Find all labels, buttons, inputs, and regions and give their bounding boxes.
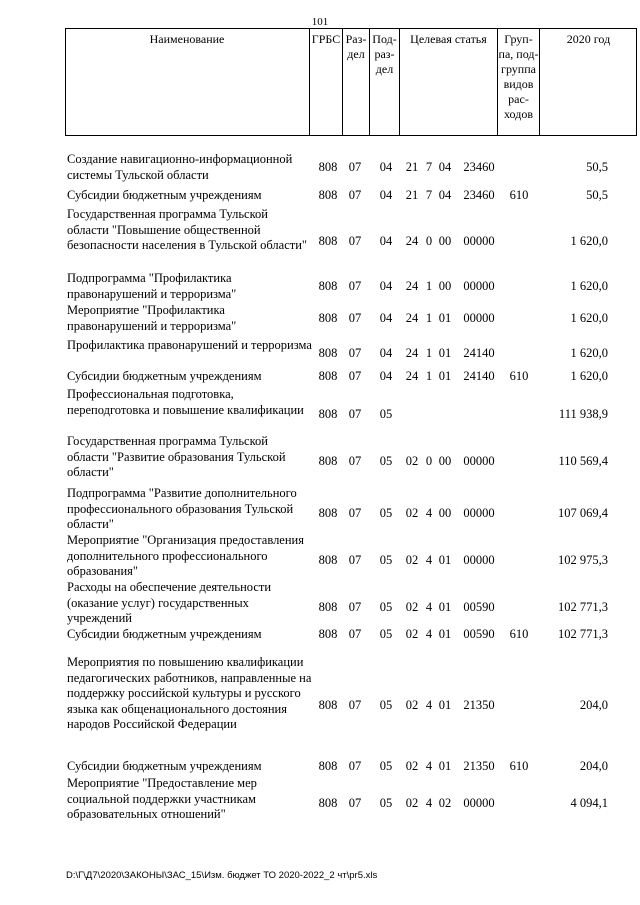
row-amount: 50,5 (586, 159, 608, 174)
row-name: Создание навигационно-информационной системы Тульской области (67, 152, 293, 182)
row-pr: 05 (379, 505, 393, 520)
row-p4: 00000 (463, 505, 495, 520)
row-rz: 07 (348, 759, 362, 773)
row-grbs: 808 (318, 795, 338, 810)
row-p2: 0 (425, 453, 433, 468)
row-rz: 07 (348, 505, 362, 520)
row-grbs: 808 (318, 188, 338, 202)
row-vr: 610 (509, 369, 529, 383)
row-name: Субсидии бюджетным учреждениям (67, 369, 262, 383)
row-p4: 24140 (463, 369, 495, 383)
row-name: Мероприятие "Профилактика правонарушений и терроризма" (67, 303, 237, 333)
row-p3: 01 (438, 345, 452, 360)
row-p1: 02 (405, 505, 419, 520)
row-p1: 24 (405, 278, 419, 293)
header-razdel: Раз-дел (343, 28, 370, 136)
row-p2: 1 (425, 278, 433, 293)
row-rz: 07 (348, 453, 362, 468)
row-grbs: 808 (318, 278, 338, 293)
row-amount: 111 938,9 (558, 406, 608, 421)
row-p3: 01 (438, 627, 452, 641)
row-pr: 05 (379, 406, 393, 421)
row-p4: 00000 (463, 453, 495, 468)
row-grbs: 808 (318, 345, 338, 360)
row-p2: 4 (425, 627, 433, 641)
row-p4: 24140 (463, 345, 495, 360)
row-p4: 21350 (463, 697, 495, 712)
row-pr: 05 (379, 552, 393, 567)
row-p3: 01 (438, 697, 452, 712)
row-pr: 04 (379, 345, 393, 360)
header-target: Целевая статья (400, 28, 498, 136)
row-p3: 02 (438, 795, 452, 810)
row-p3: 04 (438, 159, 452, 174)
row-grbs: 808 (318, 159, 338, 174)
row-p2: 7 (425, 159, 433, 174)
row-name: Мероприятие "Организация предоставления дополнительного профессионального образования" (67, 533, 304, 578)
row-amount: 102 771,3 (558, 627, 608, 641)
row-p1: 21 (405, 188, 419, 202)
row-pr: 04 (379, 188, 393, 202)
row-rz: 07 (348, 697, 362, 712)
row-name: Субсидии бюджетным учреждениям (67, 627, 262, 641)
row-name: Подпрограмма "Профилактика правонарушений и терроризма" (67, 271, 237, 301)
row-grbs: 808 (318, 552, 338, 567)
row-grbs: 808 (318, 697, 338, 712)
row-p2: 4 (425, 697, 433, 712)
row-pr: 04 (379, 310, 393, 325)
row-p3: 01 (438, 599, 452, 614)
row-vr: 610 (509, 627, 529, 641)
header-grbs: ГРБС (310, 28, 343, 136)
row-vr: 610 (509, 759, 529, 773)
row-pr: 04 (379, 278, 393, 293)
row-p3: 01 (438, 552, 452, 567)
row-grbs: 808 (318, 234, 338, 249)
row-p1: 02 (405, 552, 419, 567)
row-p2: 4 (425, 795, 433, 810)
row-grbs: 808 (318, 453, 338, 468)
row-amount: 102 771,3 (558, 599, 608, 614)
row-p4: 00000 (463, 552, 495, 567)
row-rz: 07 (348, 369, 362, 383)
row-pr: 05 (379, 795, 393, 810)
row-p4: 23460 (463, 188, 495, 202)
row-amount: 1 620,0 (570, 369, 608, 383)
header-podrazdel: Под-раз-дел (370, 28, 400, 136)
row-rz: 07 (348, 188, 362, 202)
row-grbs: 808 (318, 505, 338, 520)
row-grbs: 808 (318, 627, 338, 641)
row-p4: 00000 (463, 310, 495, 325)
row-grbs: 808 (318, 759, 338, 773)
row-p3: 01 (438, 369, 452, 383)
row-p1: 24 (405, 310, 419, 325)
row-p2: 4 (425, 552, 433, 567)
row-p4: 23460 (463, 159, 495, 174)
row-name: Подпрограмма "Развитие дополнительного профессионального образования Тульской области" (67, 486, 297, 531)
row-name: Мероприятие "Предоставление мер социальной поддержки участникам образовательных отношений" (67, 776, 257, 821)
row-amount: 1 620,0 (570, 345, 608, 360)
row-amount: 204,0 (579, 697, 608, 712)
header-year: 2020 год (566, 32, 611, 46)
row-amount: 204,0 (579, 759, 608, 773)
row-rz: 07 (348, 278, 362, 293)
header-name: Наименование (65, 28, 310, 136)
row-p2: 7 (425, 188, 433, 202)
row-pr: 04 (379, 369, 393, 383)
row-p1: 21 (405, 159, 419, 174)
row-grbs: 808 (318, 599, 338, 614)
row-amount: 1 620,0 (570, 234, 608, 249)
row-p3: 00 (438, 505, 452, 520)
row-name: Государственная программа Тульской области "Развитие образования Тульской области" (67, 434, 286, 479)
row-name: Государственная программа Тульской области "Повышение общественной безопасности населения в Тульской области" (67, 207, 308, 252)
row-grbs: 808 (318, 406, 338, 421)
row-amount: 110 569,4 (558, 453, 608, 468)
table-header (65, 28, 637, 136)
row-rz: 07 (348, 552, 362, 567)
row-p2: 4 (425, 759, 433, 773)
header-group: Груп-па, под-группа видов рас-ходов (498, 28, 540, 136)
row-name: Расходы на обеспечение деятельности (оказание услуг) государственных учреждений (67, 580, 272, 625)
file-path-footer: D:\Г\Д7\2020\ЗАКОНЫ\ЗАС_15\Изм. бюджет ТО 2020-2022_2 чт\рr5.xls (66, 870, 378, 881)
row-amount: 1 620,0 (570, 278, 608, 293)
row-p1: 02 (405, 759, 419, 773)
row-pr: 04 (379, 159, 393, 174)
row-name: Субсидии бюджетным учреждениям (67, 759, 262, 773)
row-pr: 05 (379, 697, 393, 712)
row-p1: 24 (405, 345, 419, 360)
row-amount: 102 975,3 (558, 552, 608, 567)
row-p3: 00 (438, 453, 452, 468)
row-p2: 4 (425, 599, 433, 614)
row-pr: 04 (379, 234, 393, 249)
row-p2: 0 (425, 234, 433, 249)
row-p3: 00 (438, 234, 452, 249)
row-p1: 24 (405, 234, 419, 249)
row-p4: 21350 (463, 759, 495, 773)
row-p4: 00000 (463, 795, 495, 810)
row-pr: 05 (379, 759, 393, 773)
row-rz: 07 (348, 345, 362, 360)
row-grbs: 808 (318, 310, 338, 325)
page-number: 101 (311, 16, 329, 28)
row-p4: 00590 (463, 627, 495, 641)
row-name: Субсидии бюджетным учреждениям (67, 188, 262, 202)
row-rz: 07 (348, 599, 362, 614)
row-p4: 00590 (463, 599, 495, 614)
row-p1: 02 (405, 697, 419, 712)
row-p1: 02 (405, 795, 419, 810)
row-p1: 02 (405, 453, 419, 468)
row-amount: 107 069,4 (558, 505, 608, 520)
row-rz: 07 (348, 795, 362, 810)
row-p4: 00000 (463, 278, 495, 293)
row-rz: 07 (348, 406, 362, 421)
row-name: Профилактика правонарушений и терроризма (67, 338, 312, 352)
row-rz: 07 (348, 310, 362, 325)
row-p1: 02 (405, 627, 419, 641)
row-p3: 01 (438, 759, 452, 773)
row-p1: 24 (405, 369, 419, 383)
row-vr: 610 (509, 188, 529, 202)
row-name: Мероприятия по повышению квалификации педагогических работников, направленные на поддержку российской культуры и русского языка как общенационального достояния народов Российской Федерации (67, 655, 312, 731)
row-p2: 1 (425, 310, 433, 325)
row-pr: 05 (379, 599, 393, 614)
row-amount: 1 620,0 (570, 310, 608, 325)
row-p3: 01 (438, 310, 452, 325)
row-p4: 00000 (463, 234, 495, 249)
row-grbs: 808 (318, 369, 338, 383)
row-p3: 00 (438, 278, 452, 293)
row-p2: 1 (425, 345, 433, 360)
row-name: Профессиональная подготовка, переподготовка и повышение квалификации (67, 387, 304, 417)
row-p2: 4 (425, 505, 433, 520)
row-p2: 1 (425, 369, 433, 383)
row-rz: 07 (348, 159, 362, 174)
row-rz: 07 (348, 627, 362, 641)
row-pr: 05 (379, 627, 393, 641)
row-p1: 02 (405, 599, 419, 614)
row-amount: 4 094,1 (570, 795, 608, 810)
row-pr: 05 (379, 453, 393, 468)
row-amount: 50,5 (586, 188, 608, 202)
row-rz: 07 (348, 234, 362, 249)
row-p3: 04 (438, 188, 452, 202)
